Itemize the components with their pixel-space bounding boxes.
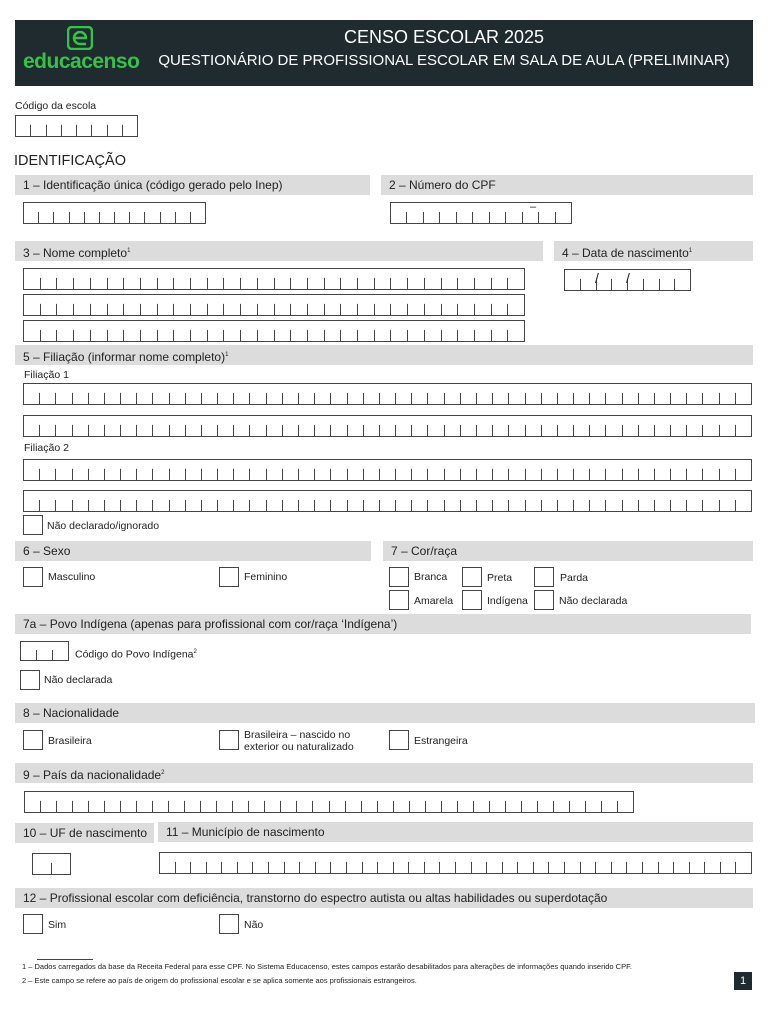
footnote-1: 1 – Dados carregados da base da Receita Federal para esse CPF. No Sistema Educacenso, estes campos estarão desabilitados para alterações de informações quando inserido CPF.	[22, 962, 632, 971]
nac-naturalizado-label: Brasileira – nascido no exterior ou naturalizado	[244, 729, 354, 753]
uf-nascimento-input[interactable]	[32, 853, 71, 875]
q6-label: 6 – Sexo	[15, 541, 371, 561]
full-name-input-line1[interactable]	[23, 268, 525, 290]
filiacao1-input-line2[interactable]	[23, 415, 752, 437]
page-number: 1	[734, 972, 752, 990]
q11-label: 11 – Município de nascimento	[158, 822, 753, 842]
sexo-masculino-label: Masculino	[48, 571, 96, 583]
inep-id-input[interactable]	[23, 202, 206, 224]
cor-nao-declarada-checkbox[interactable]	[534, 590, 554, 610]
cor-branca-checkbox[interactable]	[389, 567, 409, 587]
cor-parda-label: Parda	[560, 572, 589, 584]
deficiencia-sim-label: Sim	[48, 919, 67, 931]
filiacao2-input-line2[interactable]	[23, 490, 752, 512]
cpf-separator: –	[530, 201, 537, 213]
nao-declarado-label: Não declarado/ignorado	[47, 520, 160, 532]
cor-preta-checkbox[interactable]	[462, 567, 482, 587]
full-name-input-line2[interactable]	[23, 294, 525, 316]
school-code-label: Código da escola	[15, 100, 97, 112]
cor-indigena-label: Indígena	[487, 595, 528, 607]
q8-label: 8 – Nacionalidade	[15, 703, 755, 723]
nac-naturalizado-checkbox[interactable]	[219, 730, 239, 750]
q7-label: 7 – Cor/raça	[383, 541, 753, 561]
section-identification: IDENTIFICAÇÃO	[14, 153, 126, 169]
filiacao1-input-line1[interactable]	[23, 383, 752, 405]
full-name-input-line3[interactable]	[23, 320, 525, 342]
pais-nacionalidade-input[interactable]	[24, 791, 634, 813]
e-logo-icon	[67, 26, 93, 50]
form-subtitle: QUESTIONÁRIO DE PROFISSIONAL ESCOLAR EM SALA DE AULA (PRELIMINAR)	[158, 52, 730, 69]
cor-amarela-checkbox[interactable]	[389, 590, 409, 610]
filiacao2-input-line1[interactable]	[23, 459, 752, 481]
filiacao1-label: Filiação 1	[24, 369, 69, 381]
date-separator-1: /	[595, 270, 599, 286]
povo-indigena-code-label: Código do Povo Indígena$^2$	[75, 648, 197, 661]
deficiencia-nao-label: Não	[244, 919, 264, 931]
cor-amarela-label: Amarela	[414, 595, 454, 607]
footnote-2: 2 – Este campo se refere ao país de origem do profissional escolar e se aplica somente aos profissionais estrangeiros.	[22, 976, 417, 985]
q4-label: 4 – Data de nascimento$^1$	[554, 241, 753, 261]
nac-estrangeira-checkbox[interactable]	[389, 730, 409, 750]
cor-nao-declarada-label: Não declarada	[559, 595, 628, 607]
q1-label: 1 – Identificação única (código gerado pelo Inep)	[15, 175, 370, 195]
sexo-masculino-checkbox[interactable]	[23, 567, 43, 587]
deficiencia-sim-checkbox[interactable]	[23, 914, 43, 934]
povo-nao-declarada-checkbox[interactable]	[20, 670, 40, 690]
nac-estrangeira-label: Estrangeira	[414, 735, 468, 747]
povo-nao-declarada-label: Não declarada	[44, 674, 113, 686]
cor-parda-checkbox[interactable]	[534, 567, 554, 587]
nac-brasileira-checkbox[interactable]	[23, 730, 43, 750]
povo-indigena-code-input[interactable]	[20, 641, 69, 661]
filiacao2-label: Filiação 2	[24, 442, 69, 454]
deficiencia-nao-checkbox[interactable]	[219, 914, 239, 934]
form-title: CENSO ESCOLAR 2025	[343, 27, 545, 47]
nac-brasileira-label: Brasileira	[48, 735, 92, 747]
cor-preta-label: Preta	[487, 572, 513, 584]
cor-branca-label: Branca	[414, 571, 448, 583]
q10-label: 10 – UF de nascimento	[15, 823, 154, 843]
school-code-input[interactable]	[15, 115, 138, 137]
sexo-feminino-label: Feminino	[244, 571, 288, 583]
cor-indigena-checkbox[interactable]	[462, 590, 482, 610]
footnote-divider	[37, 959, 93, 960]
nao-declarado-checkbox[interactable]	[23, 515, 43, 535]
logo-text: educacenso	[23, 50, 140, 73]
municipio-nascimento-input[interactable]	[159, 852, 752, 874]
date-separator-2: /	[626, 270, 630, 286]
q12-label: 12 – Profissional escolar com deficiência, transtorno do espectro autista ou altas habilidades ou superdotação	[15, 888, 753, 908]
q7a-label: 7a – Povo Indígena (apenas para profissional com cor/raça ‘Indígena’)	[15, 614, 751, 634]
cpf-input[interactable]	[390, 202, 572, 224]
q3-label: 3 – Nome completo$^1$	[15, 241, 543, 261]
sexo-feminino-checkbox[interactable]	[219, 567, 239, 587]
form-header	[15, 20, 753, 86]
q2-label: 2 – Número do CPF	[381, 175, 753, 195]
q9-label: 9 – País da nacionalidade$^2$	[15, 763, 753, 783]
q5-label: 5 – Filiação (informar nome completo)$^1$	[15, 345, 753, 365]
